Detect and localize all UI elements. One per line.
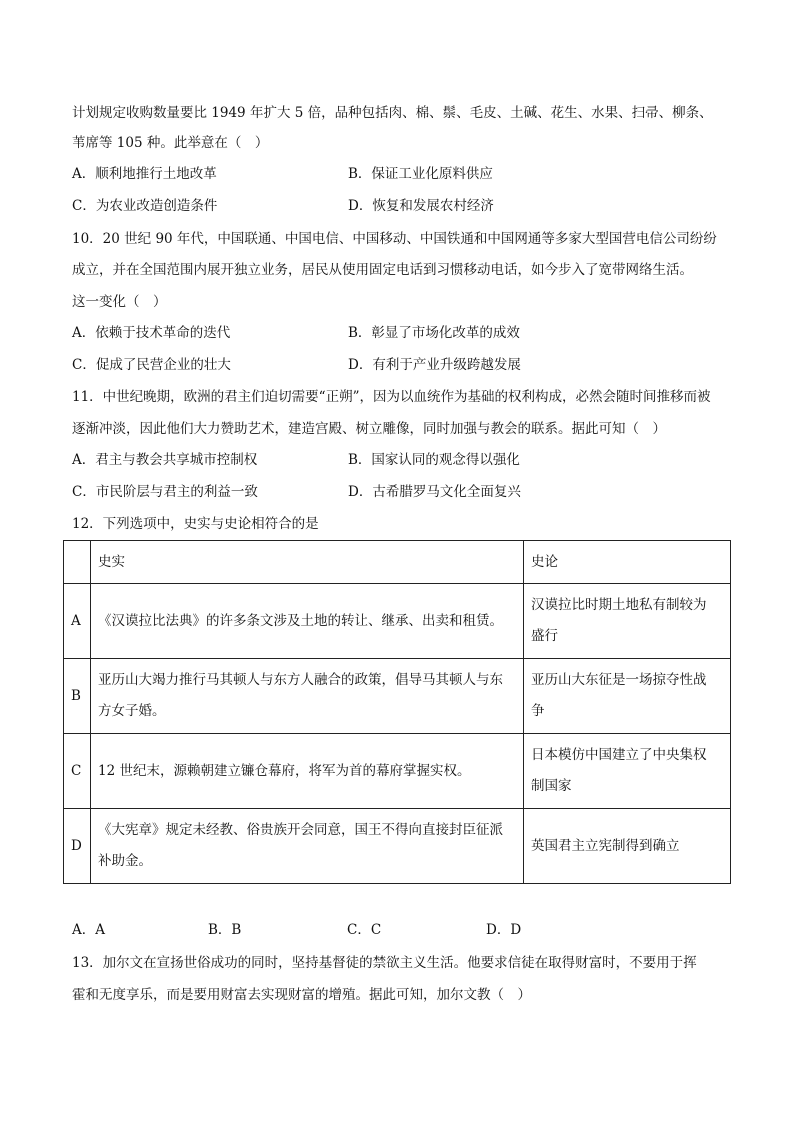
q9-option-b[interactable]: B．保证工业化原料供应 xyxy=(348,166,493,182)
q12-option-d[interactable]: D．D xyxy=(486,922,522,938)
table-header-row xyxy=(64,541,731,584)
q11-stem-line2: 逐渐冲淡，因此他们大力赞助艺术，建造宫殿、树立雕像，同时加强与教会的联系。据此可知（ ） xyxy=(72,421,666,437)
q11-option-c[interactable]: C．市民阶层与君主的利益一致 xyxy=(72,484,258,500)
thesis-text: 盛行 xyxy=(531,628,558,644)
q10-option-d[interactable]: D．有利于产业升级跨越发展 xyxy=(348,357,521,373)
q12-option-c[interactable]: C．C xyxy=(347,922,382,938)
q9-stem-line2: 苇席等 105 种。此举意在（ ） xyxy=(72,135,269,151)
q12-option-b[interactable]: B．B xyxy=(208,922,242,938)
thesis-text: 日本模仿中国建立了中央集权 xyxy=(531,747,707,763)
thesis-text: 争 xyxy=(531,703,545,719)
header-fact: 史实 xyxy=(91,541,524,584)
q10-stem-line2: 成立，并在全国范围内展开独立业务，居民从使用固定电话到习惯移动电话，如今步入了宽带网络生活。 xyxy=(72,262,693,278)
q10-stem-line3: 这一变化（ ） xyxy=(72,294,167,310)
row-fact xyxy=(91,734,524,809)
fact-text: 方女子婚。 xyxy=(98,703,166,719)
table-row-b xyxy=(64,659,731,734)
q11-option-d[interactable]: D．古希腊罗马文化全面复兴 xyxy=(348,484,521,500)
q11-option-b[interactable]: B．国家认同的观念得以强化 xyxy=(348,452,520,468)
q10-option-c[interactable]: C．促成了民营企业的壮大 xyxy=(72,357,231,373)
row-thesis xyxy=(524,584,731,659)
row-label: B xyxy=(64,659,91,734)
q9-option-c[interactable]: C．为农业改造创造条件 xyxy=(72,198,218,214)
thesis-text: 英国君主立宪制得到确立 xyxy=(531,837,680,854)
row-fact xyxy=(91,584,524,659)
fact-text: 亚历山大竭力推行马其顿人与东方人融合的政策，倡导马其顿人与东 xyxy=(98,672,503,688)
table-row-c xyxy=(64,734,731,809)
header-thesis: 史论 xyxy=(524,541,731,584)
q11-option-a[interactable]: A．君主与教会共享城市控制权 xyxy=(72,452,258,468)
q12-table xyxy=(63,540,731,884)
fact-text: 12 世纪末，源赖朝建立镰仓幕府，将军为首的幕府掌握实权。 xyxy=(98,762,471,779)
row-label: D xyxy=(64,809,91,884)
header-label-cell xyxy=(64,541,91,584)
fact-text: 《汉谟拉比法典》的许多条文涉及土地的转让、继承、出卖和租赁。 xyxy=(98,612,503,629)
q12-stem: 12．下列选项中，史实与史论相符合的是 xyxy=(72,516,319,532)
q10-option-a[interactable]: A．依赖于技术革命的迭代 xyxy=(72,325,231,341)
row-fact xyxy=(91,809,524,884)
table-row-d xyxy=(64,809,731,884)
q12-option-a[interactable]: A．A xyxy=(72,922,105,938)
fact-text: 补助金。 xyxy=(98,853,152,869)
q9-option-d[interactable]: D．恢复和发展农村经济 xyxy=(348,198,494,214)
row-label: A xyxy=(64,584,91,659)
row-thesis xyxy=(524,659,731,734)
row-thesis xyxy=(524,734,731,809)
row-label: C xyxy=(64,734,91,809)
q13-stem-line2: 霍和无度享乐，而是要用财富去实现财富的增殖。据此可知，加尔文教（ ） xyxy=(72,987,531,1003)
q9-stem-line1: 计划规定收购数量要比 1949 年扩大 5 倍，品种包括肉、棉、鬃、毛皮、土碱、花生、水果、扫帚、柳条、 xyxy=(72,105,713,121)
q10-stem-line1: 10．20 世纪 90 年代，中国联通、中国电信、中国移动、中国铁通和中国网通等多家大型国营电信公司纷纷 xyxy=(72,231,717,247)
thesis-text: 汉谟拉比时期土地私有制较为 xyxy=(531,597,707,613)
q11-stem-line1: 11．中世纪晚期，欧洲的君主们迫切需要“正朔”，因为以血统作为基础的权利构成，必然会随时间推移而被 xyxy=(72,389,711,405)
table-row-a xyxy=(64,584,731,659)
q13-stem-line1: 13．加尔文在宣扬世俗成功的同时，坚持基督徒的禁欲主义生活。他要求信徒在取得财富时，不要用于挥 xyxy=(72,955,697,971)
row-thesis xyxy=(524,809,731,884)
q9-option-a[interactable]: A．顺利地推行土地改革 xyxy=(72,166,217,182)
row-fact xyxy=(91,659,524,734)
q10-option-b[interactable]: B．彰显了市场化改革的成效 xyxy=(348,325,520,341)
fact-text: 《大宪章》规定未经教、俗贵族开会同意，国王不得向直接封臣征派 xyxy=(98,822,503,838)
thesis-text: 制国家 xyxy=(531,778,572,794)
thesis-text: 亚历山大东征是一场掠夺性战 xyxy=(531,672,707,688)
